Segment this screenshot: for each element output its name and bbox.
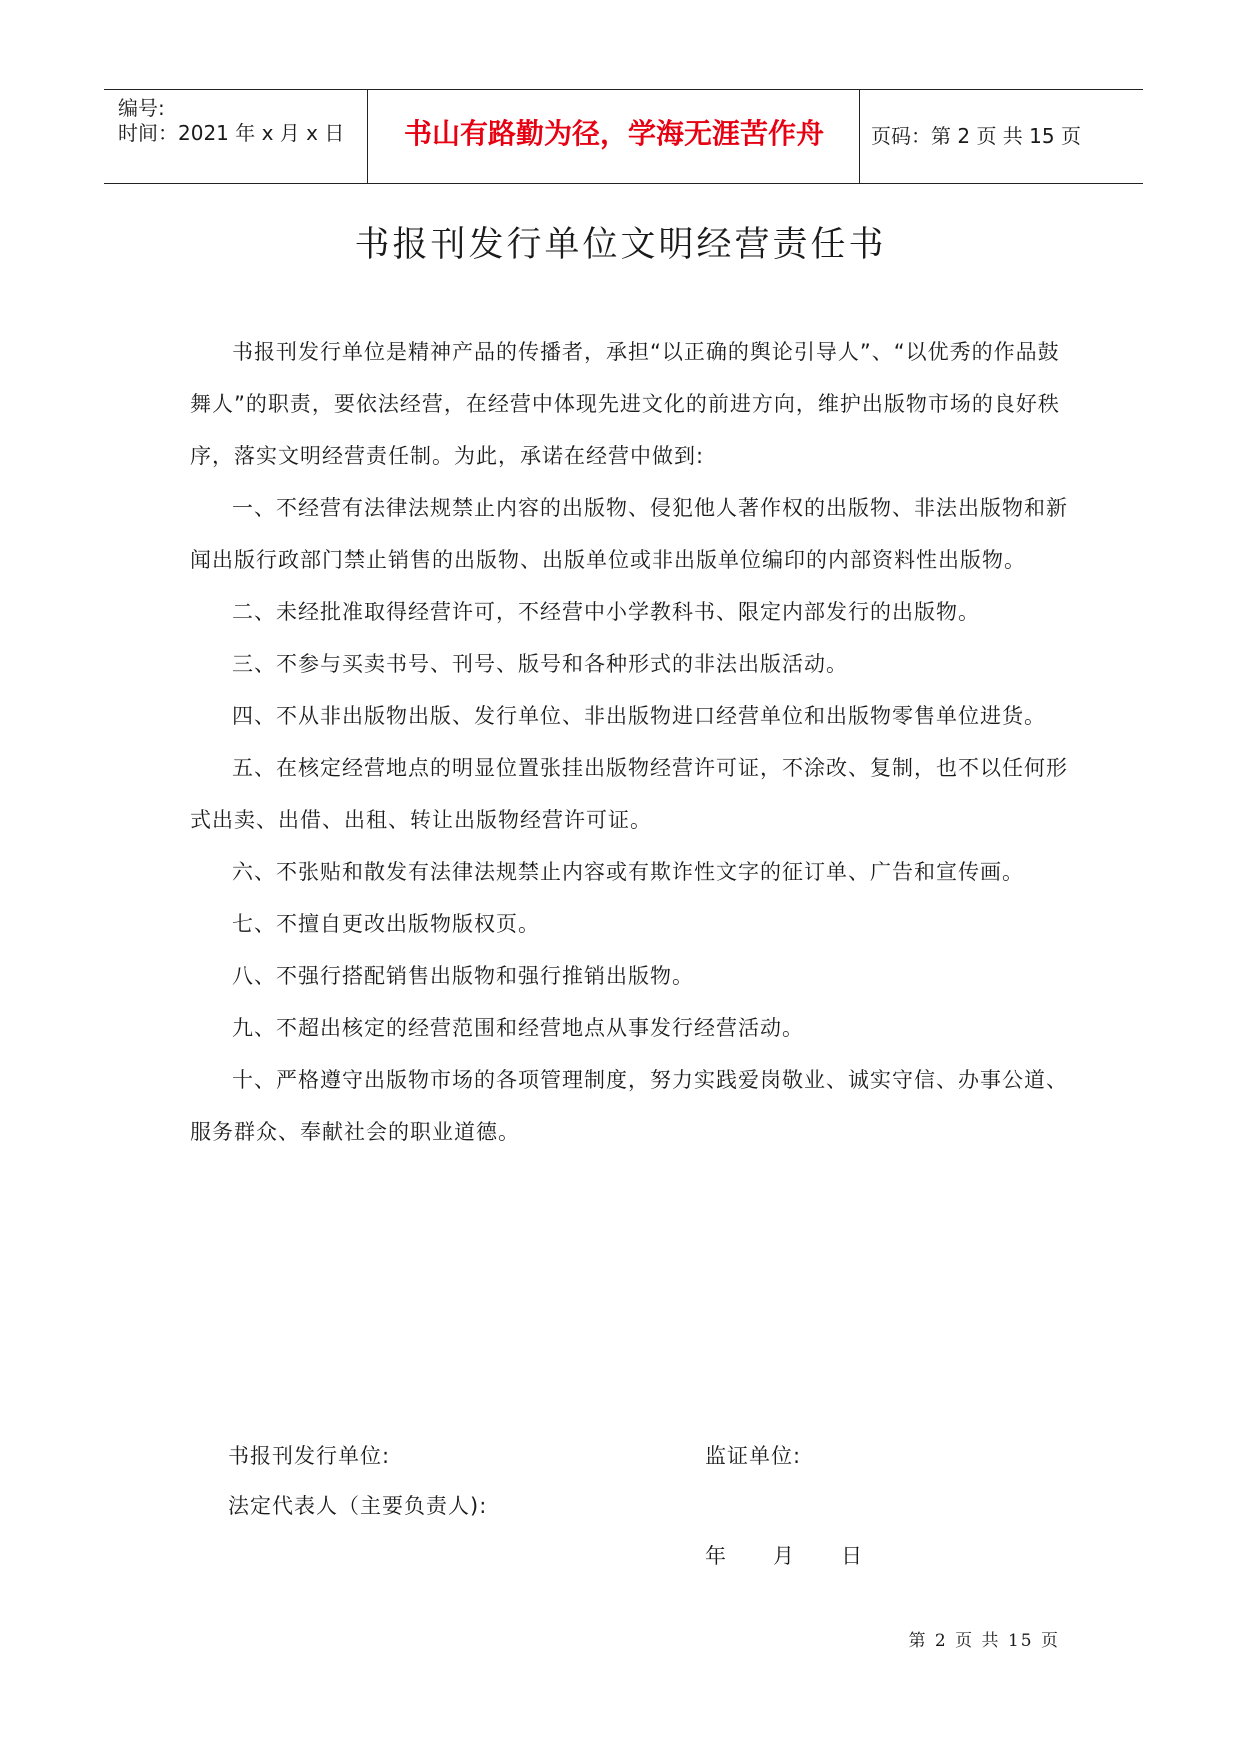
page-footer: 第 2 页 共 15 页 [908, 1631, 1060, 1651]
header-page-number: 页码：第 2 页 共 15 页 [871, 124, 1081, 148]
date-label: 时间：2021 年 x 月 x 日 [118, 121, 345, 145]
page-header [104, 89, 1143, 184]
header-meta-cell [104, 90, 368, 183]
clause-8: 八、不强行搭配销售出版物和强行推销出版物。 [232, 964, 694, 988]
clause-6: 六、不张贴和散发有法律法规禁止内容或有欺诈性文字的征订单、广告和宣传画。 [232, 860, 1024, 884]
issuer-label: 书报刊发行单位: [228, 1444, 391, 1468]
date-line: 年 月 日 [705, 1544, 864, 1568]
clause-7: 七、不擅自更改出版物版权页。 [232, 912, 540, 936]
motto-text: 书山有路勤为径，学海无涯苦作舟 [403, 117, 824, 150]
intro-paragraph: 书报刊发行单位是精神产品的传播者，承担“以正确的舆论引导人”、“以优秀的作品鼓舞人”的职责，要依法经营，在经营中体现先进文化的前进方向，维护出版物市场的良好秩序，落实文明经营责任制。为此，承诺在经营中做到: [190, 340, 1060, 468]
document-body [190, 326, 1075, 1158]
supervisor-label: 监证单位: [705, 1444, 802, 1468]
clause-2: 二、未经批准取得经营许可，不经营中小学教科书、限定内部发行的出版物。 [232, 600, 980, 624]
clause-3: 三、不参与买卖书号、刊号、版号和各种形式的非法出版活动。 [232, 652, 848, 676]
clause-10: 十、严格遵守出版物市场的各项管理制度，努力实践爱岗敬业、诚实守信、办事公道、服务群众、奉献社会的职业道德。 [190, 1068, 1068, 1144]
document-title: 书报刊发行单位文明经营责任书 [354, 225, 887, 265]
clause-1: 一、不经营有法律法规禁止内容的出版物、侵犯他人著作权的出版物、非法出版物和新闻出版行政部门禁止销售的出版物、出版单位或非出版单位编印的内部资料性出版物。 [190, 496, 1068, 572]
header-page-cell [861, 90, 1143, 183]
representative-label: 法定代表人（主要负责人): [228, 1494, 488, 1518]
header-motto-cell [369, 90, 860, 183]
serial-number-label: 编号: [118, 96, 165, 120]
clause-9: 九、不超出核定的经营范围和经营地点从事发行经营活动。 [232, 1016, 804, 1040]
clause-4: 四、不从非出版物出版、发行单位、非出版物进口经营单位和出版物零售单位进货。 [232, 704, 1046, 728]
clause-5: 五、在核定经营地点的明显位置张挂出版物经营许可证，不涂改、复制，也不以任何形式出卖、出借、出租、转让出版物经营许可证。 [190, 756, 1068, 832]
